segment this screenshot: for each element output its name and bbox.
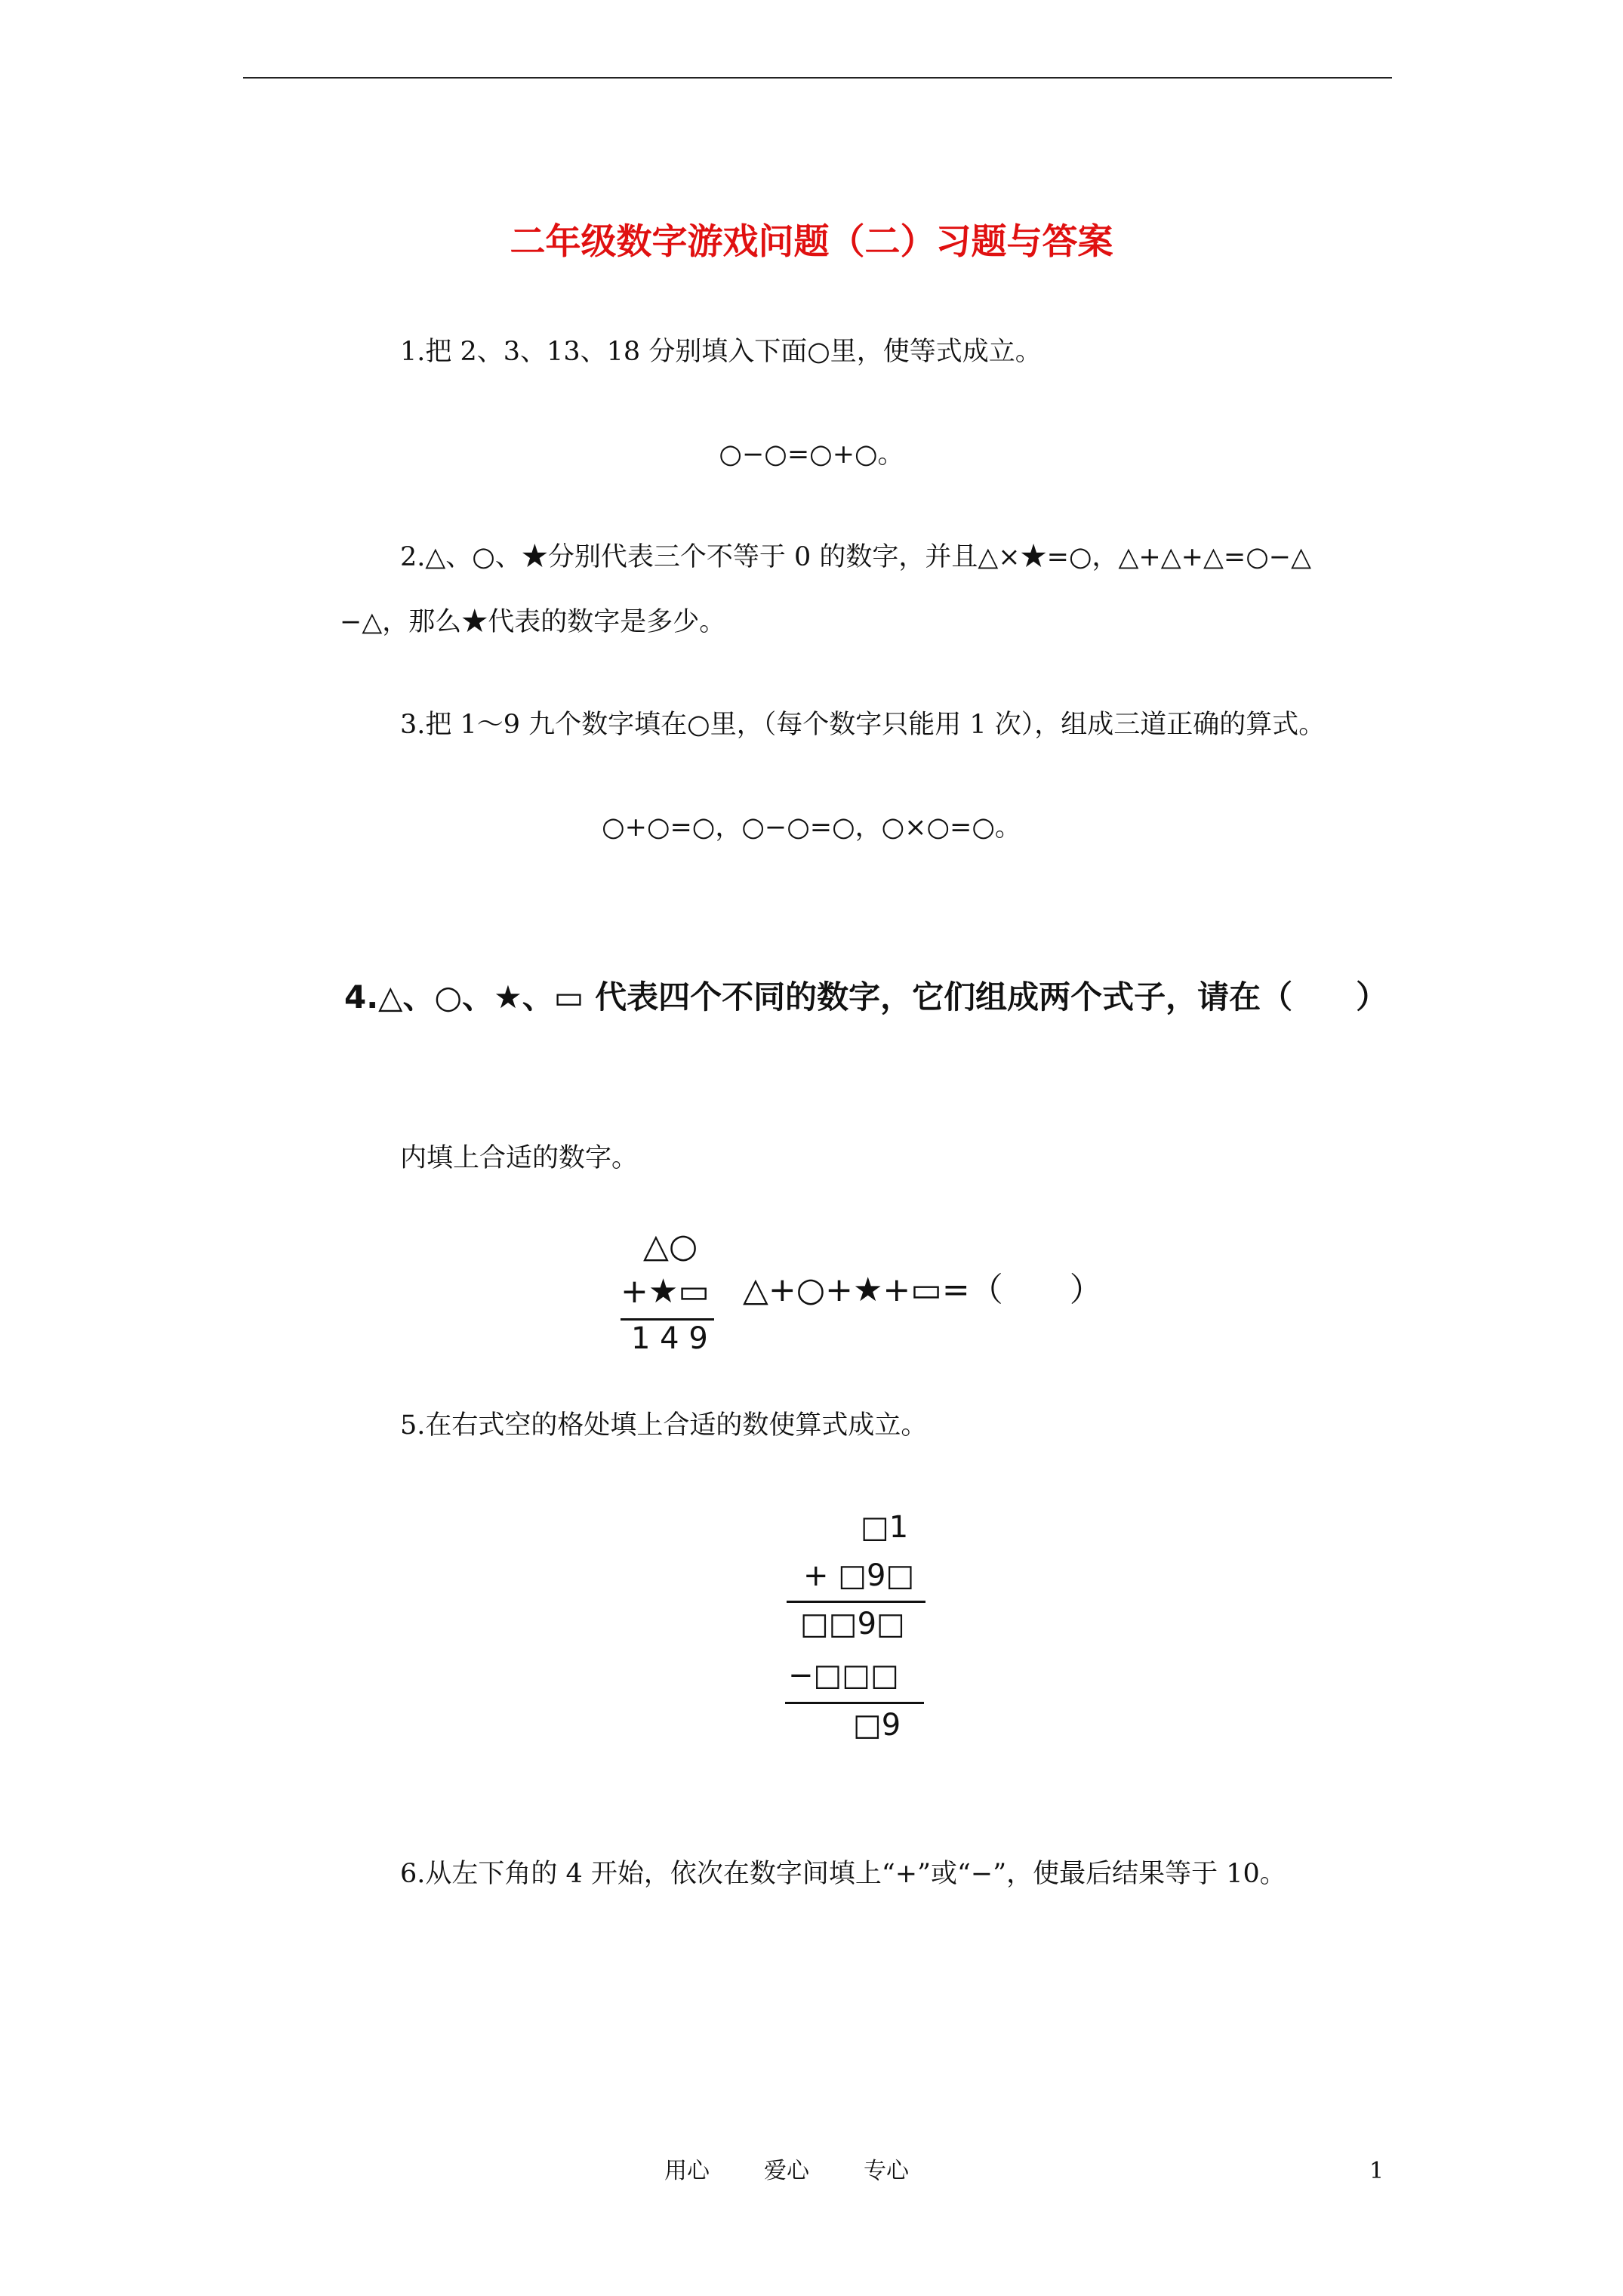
- question-5-text: 5.在右式空的格处填上合适的数使算式成立。: [400, 1410, 928, 1441]
- question-4-line-1: 4.△、○、★、▭ 代表四个不同的数字，它们组成两个式子，请在（ ）: [344, 978, 1388, 1015]
- figure-5-difference-rule: [785, 1702, 924, 1704]
- page-number: 1: [1369, 2158, 1384, 2184]
- question-3-equation: ○+○=○，○−○=○，○×○=○。: [602, 812, 1021, 843]
- question-6-text: 6.从左下角的 4 开始，依次在数字间填上“+”或“−”，使最后结果等于 10。: [400, 1859, 1286, 1889]
- question-2-line-1: 2.△、○、★分别代表三个不等于 0 的数字，并且△×★=○，△+△+△=○−△: [400, 542, 1311, 572]
- figure-4-row-second: +★▭: [621, 1272, 710, 1311]
- figure-5-row-4: −□□□: [788, 1658, 899, 1693]
- figure-5-row-5: □9: [853, 1708, 901, 1743]
- document-title: 二年级数字游戏问题（二）习题与答案: [510, 221, 1113, 263]
- question-1-text: 1.把 2、3、13、18 分别填入下面○里，使等式成立。: [400, 337, 1042, 367]
- figure-4-expression: △+○+★+▭=（ ）: [743, 1271, 1103, 1309]
- figure-4-result: 1 4 9: [631, 1321, 708, 1356]
- header-rule: [243, 77, 1392, 79]
- figure-5-row-3: □□9□: [800, 1607, 905, 1641]
- figure-4-row-top: △○: [643, 1227, 698, 1265]
- footer-motto-2: 爱心: [764, 2158, 809, 2184]
- figure-5-row-1: □1: [861, 1510, 909, 1545]
- footer-motto-1: 用心: [664, 2158, 710, 2184]
- question-1-equation: ○−○=○+○。: [719, 439, 904, 470]
- question-4-line-2: 内填上合适的数字。: [400, 1143, 639, 1173]
- figure-5-sum-rule: [787, 1601, 925, 1603]
- question-3-text: 3.把 1～9 九个数字填在○里，（每个数字只能用 1 次），组成三道正确的算式。: [400, 710, 1326, 740]
- figure-4-sum-rule: [621, 1318, 714, 1321]
- question-2-line-2: −△，那么★代表的数字是多少。: [340, 607, 726, 637]
- footer-motto-3: 专心: [864, 2158, 909, 2184]
- figure-5-row-2: + □9□: [803, 1558, 915, 1593]
